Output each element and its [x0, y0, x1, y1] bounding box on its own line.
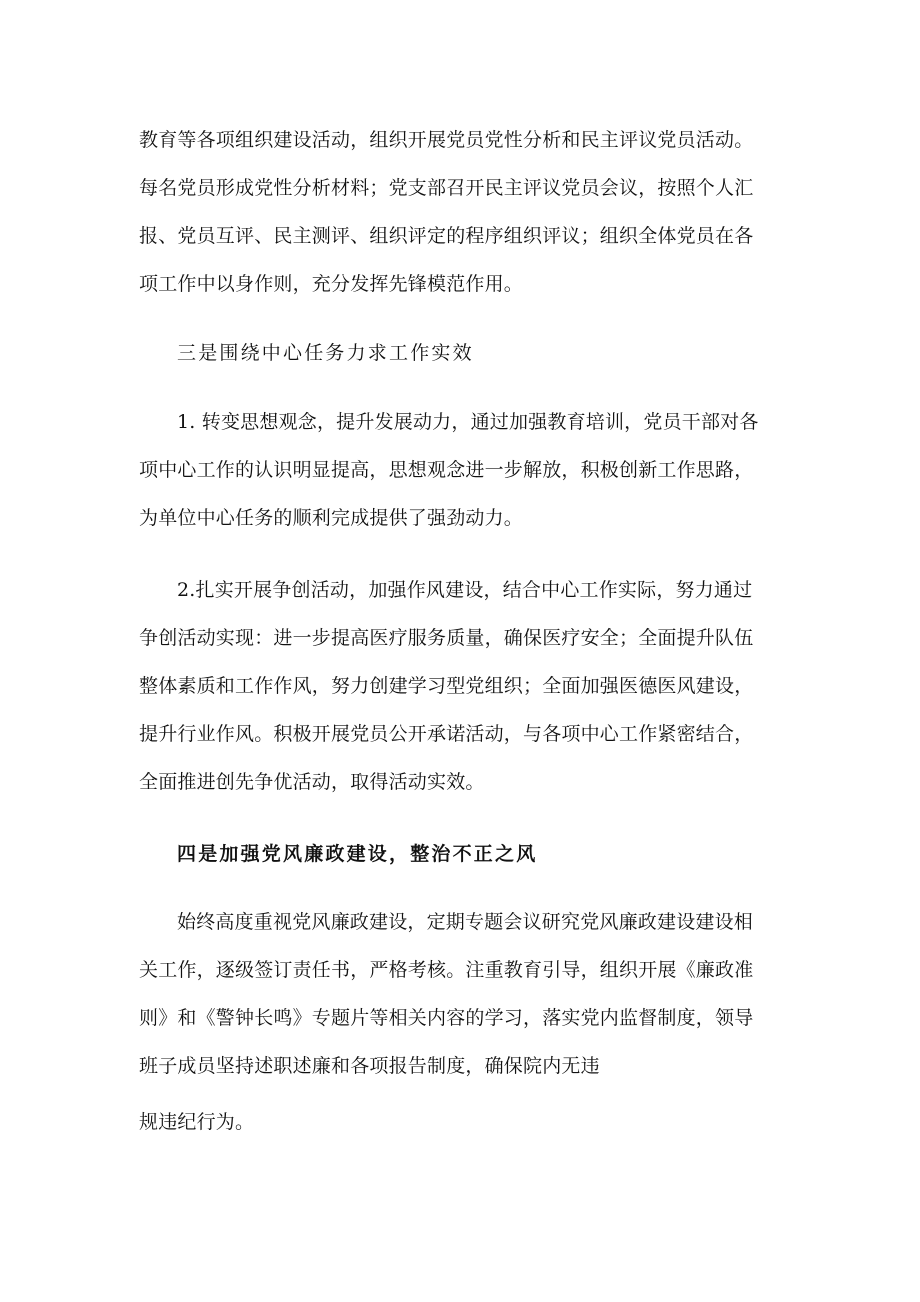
paragraph-1-line-3: 报、党员互评、民主测评、组织评定的程序组织评议；组织全体党员在各: [139, 225, 754, 247]
paragraph-3-line-4: 提升行业作风。积极开展党员公开承诺活动，与各项中心工作紧密结合，: [139, 723, 754, 745]
paragraph-3-line-1: 2.扎实开展争创活动，加强作风建设，结合中心工作实际，努力通过: [177, 579, 753, 601]
section-heading-3: 三是围绕中心任务力求工作实效: [177, 342, 474, 364]
paragraph-3-line-3: 整体素质和工作作风，努力创建学习型党组织；全面加强医德医风建设，: [139, 675, 754, 697]
paragraph-4-line-2: 关工作，逐级签订责任书，严格考核。注重教育引导，组织开展《廉政准: [139, 959, 754, 981]
paragraph-1-line-1: 教育等各项组织建设活动，组织开展党员党性分析和民主评议党员活动。: [139, 129, 754, 151]
paragraph-3-line-2: 争创活动实现：进一步提高医疗服务质量，确保医疗安全；全面提升队伍: [139, 627, 754, 649]
paragraph-4-line-1: 始终高度重视党风廉政建设，定期专题会议研究党风廉政建设建设相: [177, 911, 754, 933]
paragraph-2-line-2: 项中心工作的认识明显提高，思想观念进一步解放，积极创新工作思路，: [139, 459, 754, 481]
paragraph-2-line-3: 为单位中心任务的顺利完成提供了强劲动力。: [139, 507, 524, 529]
paragraph-4-line-4: 班子成员坚持述职述廉和各项报告制度，确保院内无违: [139, 1055, 600, 1077]
paragraph-1-line-2: 每名党员形成党性分析材料；党支部召开民主评议党员会议，按照个人汇: [139, 177, 754, 199]
paragraph-2-line-1: 1. 转变思想观念，提升发展动力，通过加强教育培训，党员干部对各: [177, 411, 759, 433]
paragraph-1-line-4: 项工作中以身作则，充分发挥先锋模范作用。: [139, 273, 524, 295]
paragraph-5-line-1: 规违纪行为。: [139, 1111, 255, 1133]
paragraph-4-line-3: 则》和《警钟长鸣》专题片等相关内容的学习，落实党内监督制度，领导: [139, 1007, 754, 1029]
section-heading-4: 四是加强党风廉政建设，整治不正之风: [177, 843, 538, 865]
paragraph-3-line-5: 全面推进创先争优活动，取得活动实效。: [139, 771, 485, 793]
